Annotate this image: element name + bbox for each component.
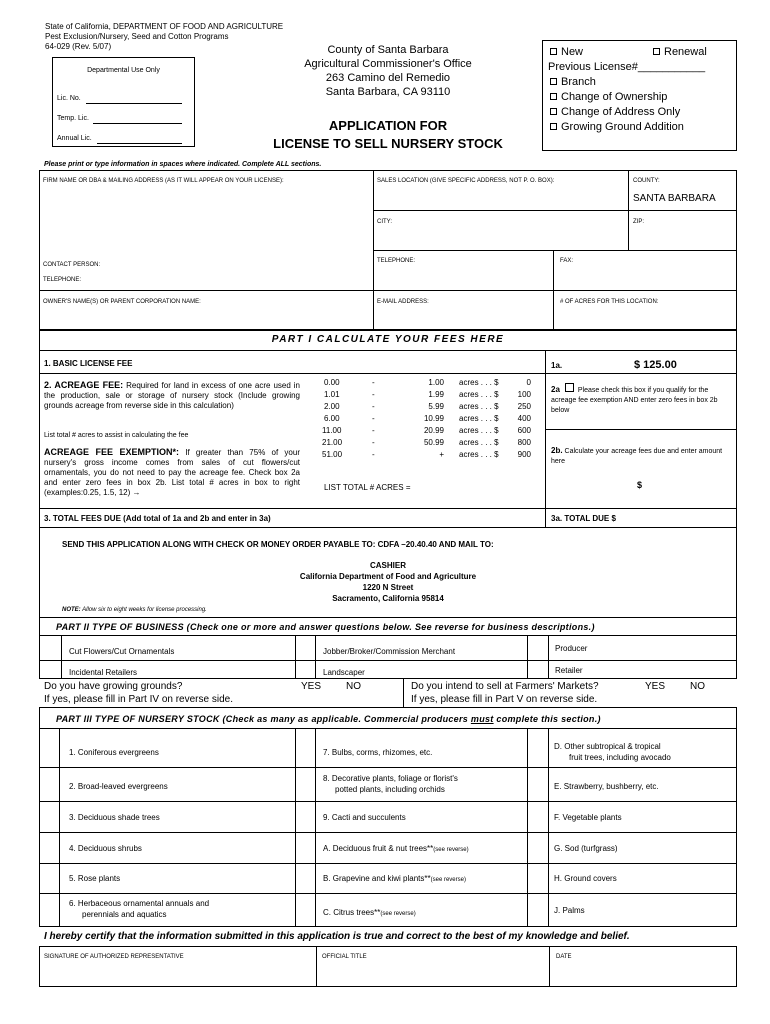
- fee-amount: 400: [517, 414, 531, 423]
- certification-statement: I hereby certify that the information submitted in this application is true and correct to the best of my knowledge and belief.: [44, 931, 630, 942]
- office-address: [278, 43, 498, 99]
- growing-grounds-question: Do you have growing grounds?: [44, 681, 183, 692]
- farmers-market-question: Do you intend to sell at Farmers' Markets?: [411, 681, 599, 692]
- retailer-label: Retailer: [555, 666, 583, 675]
- departmental-use-title: Departmental Use Only: [87, 67, 160, 74]
- fee-dash: -: [372, 378, 375, 387]
- stock-label: 8. Decorative plants, foliage or florist's: [323, 774, 458, 783]
- branch-label: Branch: [561, 76, 596, 88]
- stock-label: F. Vegetable plants: [554, 813, 622, 822]
- nursery-stock-grid: [39, 729, 737, 927]
- fee-acres-word: acres . . . $: [459, 426, 499, 435]
- county-label: COUNTY:: [633, 178, 660, 184]
- fee-row: [300, 378, 545, 389]
- box-2a-label: 2a: [551, 385, 560, 394]
- basic-fee-label: 1. BASIC LICENSE FEE: [44, 359, 133, 368]
- form-title-line1: APPLICATION FOR: [328, 118, 448, 133]
- stock-checkbox[interactable]: [529, 865, 546, 891]
- renewal-label: Renewal: [664, 46, 707, 58]
- stock-label: 3. Deciduous shade trees: [69, 813, 160, 822]
- official-title-label: OFFICIAL TITLE: [322, 954, 367, 960]
- stock-checkbox[interactable]: [41, 769, 57, 799]
- renewal-checkbox[interactable]: [653, 48, 660, 55]
- cut-flowers-label: Cut Flowers/Cut Ornamentals: [69, 647, 175, 656]
- agency-line: Pest Exclusion/Nursery, Seed and Cotton Programs: [45, 32, 229, 41]
- farmers-market-yes[interactable]: YES: [645, 681, 666, 692]
- producer-checkbox[interactable]: [529, 638, 546, 658]
- acreage-fee-title: 2. ACREAGE FEE:: [44, 380, 124, 390]
- previous-license-field[interactable]: Previous License#___________: [548, 61, 706, 73]
- growing-grounds-yes[interactable]: YES: [301, 681, 322, 692]
- address-line: California Department of Food and Agriculture: [299, 572, 477, 581]
- stock-label: [323, 908, 416, 917]
- telephone-field[interactable]: [375, 266, 552, 289]
- fee-from: 51.00: [322, 450, 343, 459]
- stock-checkbox[interactable]: [297, 834, 313, 861]
- note-text: Allow six to eight weeks for license processing.: [82, 607, 207, 613]
- stock-label-line2: potted plants, including orchids: [335, 785, 445, 794]
- fee-dash: -: [372, 414, 375, 423]
- fee-dash: -: [372, 390, 375, 399]
- see-reverse-note: (see reverse): [433, 847, 469, 853]
- landscaper-label: Landscaper: [323, 668, 365, 677]
- fee-acres-word: acres . . . $: [459, 390, 499, 399]
- change-ownership-checkbox[interactable]: [550, 93, 557, 100]
- sales-location-label: SALES LOCATION (GIVE SPECIFIC ADDRESS, NOT P. O. BOX):: [377, 178, 555, 184]
- business-type-grid: [39, 636, 737, 679]
- acres-location-field[interactable]: [555, 306, 736, 329]
- zip-field[interactable]: [630, 226, 736, 249]
- fee-acres-word: acres . . . $: [459, 378, 499, 387]
- agency-line: 64-029 (Rev. 5/07): [45, 42, 112, 51]
- stock-checkbox[interactable]: [529, 731, 546, 765]
- fee-to: 10.99: [423, 414, 444, 423]
- address-line: Sacramento, California 95814: [332, 594, 444, 603]
- temp-lic-label: Temp. Lic.: [57, 115, 89, 122]
- stock-checkbox[interactable]: [297, 895, 313, 924]
- box-3a-label: 3a. TOTAL DUE $: [551, 514, 616, 523]
- fee-dash: -: [372, 426, 375, 435]
- agency-header: [45, 22, 283, 52]
- fee-row: [300, 438, 545, 449]
- office-line: County of Santa Barbara: [327, 44, 449, 56]
- official-title-field[interactable]: [318, 962, 547, 985]
- stock-label: 6. Herbaceous ornamental annuals and: [69, 899, 210, 908]
- payment-instructions: SEND THIS APPLICATION ALONG WITH CHECK OR MONEY ORDER PAYABLE TO: CDFA –20.40.40 AND MAIL TO:: [62, 540, 494, 549]
- city-label: CITY:: [377, 219, 393, 225]
- part3-title: [56, 714, 601, 724]
- annual-lic-label: Annual Lic.: [57, 135, 92, 142]
- fee-from: 21.00: [322, 438, 343, 447]
- stock-label: 5. Rose plants: [69, 874, 121, 883]
- acreage-fee-description: [44, 380, 300, 411]
- exemption-description: [44, 447, 300, 498]
- stock-checkbox[interactable]: [41, 803, 57, 830]
- branch-checkbox[interactable]: [550, 78, 557, 85]
- stock-label: 4. Deciduous shrubs: [69, 844, 142, 853]
- fee-amount: 250: [517, 402, 531, 411]
- signature-label: SIGNATURE OF AUTHORIZED REPRESENTATIVE: [44, 954, 184, 960]
- fee-amount: 600: [517, 426, 531, 435]
- box-1a-label: 1a.: [551, 361, 563, 370]
- producer-label: Producer: [555, 644, 588, 653]
- stock-checkbox[interactable]: [529, 769, 546, 799]
- stock-checkbox[interactable]: [529, 895, 546, 924]
- fee-acres-word: acres . . . $: [459, 438, 499, 447]
- telephone-label: TELEPHONE:: [377, 258, 416, 264]
- mailing-address: [39, 560, 737, 604]
- stock-label: [323, 844, 469, 853]
- firm-name-field[interactable]: [41, 186, 371, 256]
- lic-no-label: Lic. No.: [57, 95, 81, 102]
- stock-label: G. Sod (turfgrass): [554, 844, 618, 853]
- incidental-retailers-label: Incidental Retailers: [69, 668, 138, 677]
- box-2b-label: 2b.: [551, 446, 563, 455]
- signature-field[interactable]: [41, 962, 314, 985]
- form-title: [240, 117, 536, 153]
- stock-checkbox[interactable]: [529, 803, 546, 830]
- stock-label-text: C. Citrus trees**: [323, 908, 381, 917]
- agency-line: State of California, DEPARTMENT OF FOOD AND AGRICULTURE: [45, 22, 284, 31]
- fee-acres-word: acres . . . $: [459, 402, 499, 411]
- stock-label: D. Other subtropical & tropical: [554, 742, 661, 751]
- fee-dash: -: [372, 450, 375, 459]
- stock-checkbox[interactable]: [529, 834, 546, 861]
- fee-from: 6.00: [324, 414, 340, 423]
- stock-checkbox[interactable]: [41, 865, 57, 891]
- fee-to: 50.99: [423, 438, 444, 447]
- part3-title-a: PART III TYPE OF NURSERY STOCK (Check as many as applicable. Commercial producers: [56, 714, 471, 724]
- fee-from: 2.00: [324, 402, 340, 411]
- address-line: CASHIER: [369, 561, 406, 570]
- list-total-note: List total # acres to assist in calculating the fee: [44, 432, 189, 439]
- list-total-acres-label: LIST TOTAL # ACRES =: [324, 483, 411, 492]
- sales-location-field[interactable]: [375, 186, 627, 209]
- growing-grounds-note: If yes, please fill in Part IV on reverse side.: [44, 694, 233, 705]
- fee-amount: 800: [517, 438, 531, 447]
- stock-label: 1. Coniferous evergreens: [69, 748, 159, 757]
- fee-row: [300, 450, 545, 461]
- box-2b: [551, 446, 733, 467]
- stock-label-text: A. Deciduous fruit & nut trees**: [323, 844, 434, 853]
- fee-row: [300, 390, 545, 401]
- stock-label: [323, 874, 466, 883]
- stock-label: J. Palms: [554, 906, 585, 915]
- application-type-box: [542, 40, 737, 151]
- fee-row: [300, 414, 545, 425]
- jobber-broker-label: Jobber/Broker/Commission Merchant: [323, 647, 456, 656]
- see-reverse-note: (see reverse): [430, 877, 466, 883]
- stock-checkbox[interactable]: [297, 865, 313, 891]
- box-2b-text: Calculate your acreage fees due and enter amount here: [551, 448, 723, 465]
- exemption-checkbox[interactable]: [565, 383, 574, 392]
- office-line: Santa Barbara, CA 93110: [325, 86, 451, 98]
- fee-amount: 900: [517, 450, 531, 459]
- date-field[interactable]: [551, 962, 735, 985]
- stock-label-line2: perennials and aquatics: [82, 910, 167, 919]
- change-ownership-label: Change of Ownership: [561, 91, 668, 103]
- fee-row: [300, 426, 545, 437]
- exemption-title: ACREAGE FEE EXEMPTION*:: [44, 447, 180, 457]
- new-checkbox[interactable]: [550, 48, 557, 55]
- fee-acres-word: acres . . . $: [459, 414, 499, 423]
- stock-label: 7. Bulbs, corms, rhizomes, etc.: [323, 748, 433, 757]
- farmers-market-no[interactable]: NO: [690, 681, 705, 692]
- firm-name-label: FIRM NAME OR DBA & MAILING ADDRESS (AS IT WILL APPEAR ON YOUR LICENSE):: [43, 178, 284, 184]
- stock-label-text: B. Grapevine and kiwi plants**: [323, 874, 431, 883]
- jobber-broker-checkbox[interactable]: [297, 638, 313, 658]
- fee-acres-word: acres . . . $: [459, 450, 499, 459]
- part1-title: PART I CALCULATE YOUR FEES HERE: [271, 334, 505, 345]
- part2-title: PART II TYPE OF BUSINESS (Check one or more and answer questions below. See reverse for business descriptions.): [56, 622, 595, 632]
- stock-label-line2: fruit trees, including avocado: [569, 753, 671, 762]
- stock-checkbox[interactable]: [41, 731, 57, 765]
- see-reverse-note: (see reverse): [380, 911, 416, 917]
- fax-label: FAX:: [560, 258, 574, 264]
- fee-row: [300, 402, 545, 413]
- part3-title-b: complete this section.): [493, 714, 601, 724]
- growing-grounds-no[interactable]: NO: [346, 681, 361, 692]
- stock-label: 2. Broad-leaved evergreens: [69, 782, 168, 791]
- fee-to: 1.00: [428, 378, 444, 387]
- county-value: SANTA BARBARA: [633, 193, 716, 204]
- landscaper-checkbox[interactable]: [297, 662, 313, 677]
- box-1a-value: $ 125.00: [634, 359, 677, 371]
- change-address-label: Change of Address Only: [561, 106, 681, 118]
- stock-checkbox[interactable]: [297, 803, 313, 830]
- zip-label: ZIP:: [633, 219, 645, 225]
- growing-ground-label: Growing Ground Addition: [561, 121, 684, 133]
- stock-label: 9. Cacti and succulents: [323, 813, 406, 822]
- departmental-use-box: [52, 57, 195, 147]
- date-label: DATE: [556, 954, 572, 960]
- stock-checkbox[interactable]: [297, 731, 313, 765]
- stock-checkbox[interactable]: [297, 769, 313, 799]
- acreage-fee-field[interactable]: [648, 478, 734, 492]
- fee-from: 11.00: [322, 426, 342, 435]
- fee-to: 20.99: [423, 426, 444, 435]
- owners-name-field[interactable]: [41, 306, 371, 329]
- fee-amount: 0: [526, 378, 531, 387]
- total-acres-field[interactable]: [470, 480, 542, 494]
- fee-amount: 100: [517, 390, 531, 399]
- stock-label: H. Ground covers: [554, 874, 617, 883]
- growing-ground-checkbox[interactable]: [550, 123, 557, 130]
- farmers-market-note: If yes, please fill in Part V on reverse side.: [411, 694, 598, 705]
- exemption-text: If greater than 75% of your nursery's gross income comes from sales of cut flowers/cut ornamentals, you do not need to pay the acreage fee. Check box 2a and enter zero fees in box 2b. List total # acres in box to right (examples:0.25, 1.5, 12) →: [44, 448, 300, 497]
- stock-checkbox[interactable]: [41, 834, 57, 861]
- box-2a: [551, 383, 733, 416]
- city-field[interactable]: [375, 226, 627, 249]
- email-field[interactable]: [375, 306, 552, 329]
- stock-label: E. Strawberry, bushberry, etc.: [554, 782, 659, 791]
- fax-field[interactable]: [555, 266, 736, 289]
- form-title-line2: LICENSE TO SELL NURSERY STOCK: [273, 136, 503, 151]
- total-fees-label: 3. TOTAL FEES DUE (Add total of 1a and 2b and enter in 3a): [44, 514, 271, 523]
- telephone-left-label: TELEPHONE:: [43, 277, 82, 283]
- change-address-checkbox[interactable]: [550, 108, 557, 115]
- fee-from: 1.01: [324, 390, 340, 399]
- office-line: 263 Camino del Remedio: [325, 72, 451, 84]
- new-label: New: [561, 46, 584, 58]
- total-due-field[interactable]: [648, 510, 734, 526]
- note-label: NOTE:: [62, 607, 81, 613]
- retailer-checkbox[interactable]: [529, 662, 546, 677]
- fee-to: +: [439, 450, 444, 459]
- email-label: E-MAIL ADDRESS:: [377, 299, 429, 305]
- processing-note: [62, 607, 207, 613]
- cut-flowers-checkbox[interactable]: [41, 638, 59, 658]
- acreage-fee-text: Required for land in excess of one acre used in the production, sale or storage of nursery stock (Include growing grounds acreage from reverse side in this calculation): [44, 381, 300, 410]
- fee-to: 1.99: [428, 390, 444, 399]
- fee-dash: -: [372, 402, 375, 411]
- fee-from: 0.00: [324, 378, 340, 387]
- owners-name-label: OWNER'S NAME(S) OR PARENT CORPORATION NAME:: [43, 299, 201, 305]
- office-line: Agricultural Commissioner's Office: [304, 58, 472, 70]
- fee-to: 5.99: [428, 402, 444, 411]
- contact-person-label: CONTACT PERSON:: [43, 262, 101, 268]
- instructions: Please print or type information in spaces where indicated. Complete ALL sections.: [44, 161, 322, 168]
- box-2b-dollar: $: [637, 480, 643, 490]
- acres-location-label: # OF ACRES FOR THIS LOCATION:: [560, 299, 659, 305]
- address-line: 1220 N Street: [362, 583, 414, 592]
- fee-dash: -: [372, 438, 375, 447]
- incidental-retailers-checkbox[interactable]: [41, 662, 59, 677]
- stock-checkbox[interactable]: [41, 895, 57, 924]
- part3-title-must: must: [470, 714, 494, 724]
- box-2a-text: Please check this box if you qualify for the acreage fee exemption AND enter zero fees in box 2b below: [551, 387, 718, 414]
